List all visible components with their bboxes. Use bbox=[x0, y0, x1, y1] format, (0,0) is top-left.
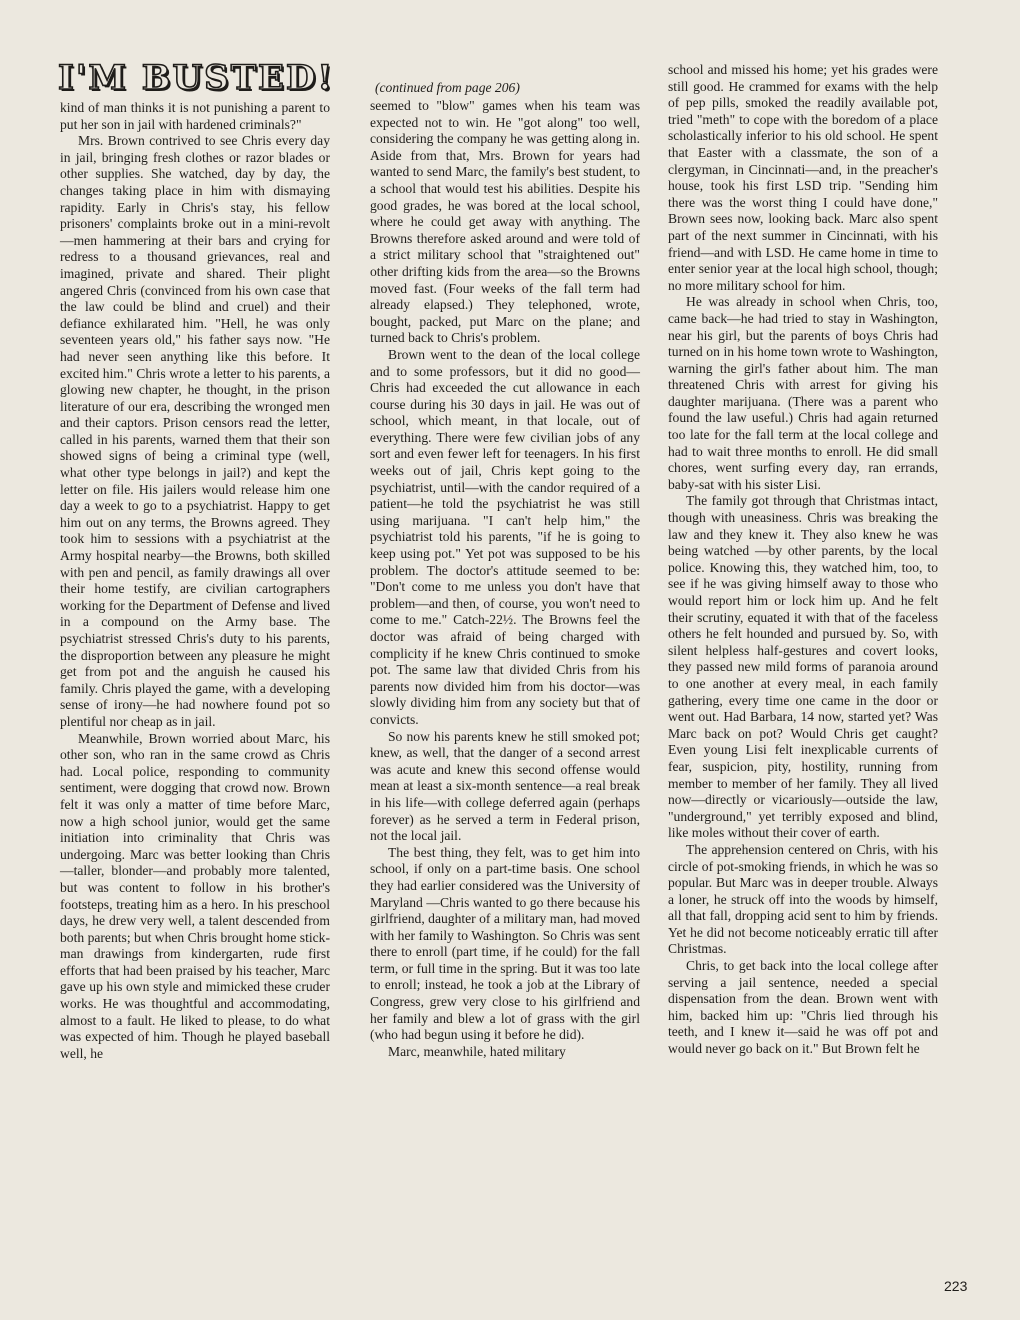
paragraph: He was already in school when Chris, too, came back—he had tried to stay in Washington, near his girl, but the parents of boys Chris had turned on in his home town wrote to Washington, warning the girl's father about him. The man threatened Chris with arrest for giving his daughter marijuana. (There was a parent who found the law useful.) Chris had again returned too late for the fall term at the local college and had to wait three months to enroll. He did small chores, went surfing every day, ran errands, baby-sat with his sister Lisi. bbox=[668, 294, 938, 492]
page-number: 223 bbox=[944, 1278, 968, 1294]
continued-note: (continued from page 206) bbox=[375, 80, 520, 95]
column-1 bbox=[60, 100, 330, 1062]
paragraph: kind of man thinks it is not punishing a parent to put her son in jail with hardened criminals?" bbox=[60, 100, 330, 132]
column-3 bbox=[668, 62, 938, 1058]
paragraph: The family got through that Christmas intact, though with uneasiness. Chris was breaking the law and they knew it. They also knew he was being watched —by other parents, by the local police. Knowing this, they watched him, too, to see if he was giving himself away to those who would report him or lock him up. And he felt their scrutiny, equated it with that of the faceless others he felt hounded and pursued by. So, with silent helpless half-gestures and covert looks, they passed new mild forms of paranoia around to one another at every meal, in each family gathering, every time one came in the door or went out. Had Barbara, 14 now, started yet? Was Marc back on pot? Would Chris get caught? Even young Lisi felt inexplicable currents of fear, suspicion, pity, hostility, running from member to member of her family. They all lived now—directly or vicariously—outside the law, "underground," yet terribly exposed and blind, like moles without their cover of earth. bbox=[668, 493, 938, 841]
paragraph: seemed to "blow" games when his team was expected not to win. He "got along" too well, considering the company he was getting along in. Aside from that, Mrs. Brown for years had wanted to send Marc, the family's best student, to a school that would test his abilities. Despite his good grades, he was bored at the local school, where he could get away with anything. The Browns therefore asked around and were told of a strict military school that "straightened out" other drifting kids from the area—so the Browns moved fast. (Four weeks of the fall term had already elapsed.) They telephoned, wrote, bought, packed, put Marc on the plane; and turned back to Chris's problem. bbox=[370, 98, 640, 346]
paragraph: Brown went to the dean of the local college and to some professors, but it did no good—Chris had exceeded the cut allowance in each course during his 30 days in jail. He was out of school, which meant, in that locale, out of everything. There were few civilian jobs of any sort and even fewer left for teenagers. In his first weeks out of jail, Chris kept going to the psychiatrist, until—with the candor required of a patient—he told the psychiatrist he was still using marijuana. "I can't help him," the psychiatrist told his parents, "if he is going to keep using pot." Yet pot was supposed to be his problem. The doctor's attitude seemed to be: "Don't come to me unless you don't have that problem—and then, of course, you won't need to come to me." Catch-22½. The Browns feel the doctor was afraid of being charged with complicity if he knew Chris continued to smoke pot. The same law that divided Chris from his parents now divided him from his doctor—was slowly dividing him from any society but that of convicts. bbox=[370, 346, 640, 727]
paragraph: Marc, meanwhile, hated military bbox=[388, 1043, 566, 1059]
paragraph: Chris, to get back into the local college after serving a jail sentence, needed a special dispensation from the dean. Brown went with him, backed him up: "Chris lied through his teeth, and I knew it—said he was off pot and would never go back on it." But Brown felt he bbox=[668, 958, 938, 1057]
paragraph: Meanwhile, Brown worried about Marc, his other son, who ran in the same crowd as Chris had. Local police, responding to community sentiment, were dogging that crowd now. Brown felt it was only a matter of time before Marc, now a high school junior, would get the same initiation into criminality that Chris was undergoing. Marc was better looking than Chris—taller, blonder—and probably more talented, but was content to follow in his brother's footsteps, treating him as a hero. In his preschool days, he drew very well, a talent descended from both parents; but when Chris brought home stick-man drawings from kindergarten, rude first efforts that had been praised by his teacher, Marc gave up his own style and mimicked these cruder works. He was thoughtful and accommodating, almost to a fault. He liked to please, to do what was expected of him. Though he played baseball well, he bbox=[60, 730, 330, 1061]
paragraph: The best thing, they felt, was to get him into school, if only on a part-time basis. One school they had earlier considered was the University of Maryland —Chris wanted to go there because his girlfriend, daughter of a military man, had moved with her family to Washington. So Chris was sent there to enroll (part time, if he could) for the fall term, or full time in the spring. But it was too late to enroll; instead, he took a job at the Library of Congress, grew very close to his girlfriend and her family and blew a lot of grass with the girl (who had begun using it before he did). bbox=[370, 844, 640, 1043]
paragraph: The apprehension centered on Chris, with his circle of pot-smoking friends, in which he was so popular. But Marc was in deeper trouble. Always a loner, he struck off into the woods by himself, all that fall, dropping acid sent to him by friends. Yet he did not become noticeably erratic till after Christmas. bbox=[668, 841, 938, 957]
headline: I'M BUSTED! bbox=[58, 58, 335, 98]
paragraph: So now his parents knew he still smoked pot; knew, as well, that the danger of a second arrest was acute and knew this second offense would mean at least a six-month sentence—a real break in his life—with college deferred again (perhaps forever) as he served a term in Federal prison, not the local jail. bbox=[370, 728, 640, 844]
column-2 bbox=[370, 98, 640, 1060]
paragraph: Mrs. Brown contrived to see Chris every day in jail, bringing fresh clothes or razor blades or other supplies. She watched, day by day, the changes taking place in him with dismaying rapidity. Early in Chris's stay, his fellow prisoners' complaints broke out in a mini-revolt—men hammering at their bars and crying for redress to a thousand grievances, real and imagined, private and shared. Their plight angered Chris (convinced from his own case that the law could be blind and cruel) and their defiance exhilarated him. "Hell, he was only seventeen years old," his father says now. "He had never seen anything like this before. It excited him." Chris wrote a letter to his parents, a glowing new chapter, he thought, in the prison literature of our era, describing the wronged men and their captors. Prison censors read the letter, called in his parents, warned them that their son showed signs of being a criminal type (well, what other type belongs in jail?) and kept the letter on file. His jailers would release him one day a week to go to a psychiatrist. Happy to get him out on any terms, the Browns agreed. They took him to sessions with a psychiatrist at the Army hospital nearby—the Browns, both skilled with pen and pencil, as family drawings all over their home testify, are civilian cartographers working for the Department of Defense and lived in a compound on the Army base. The psychiatrist stressed Chris's duty to his parents, the disproportion between any pleasure he might get from pot and the anguish he caused his family. Chris played the game, with a developing sense of irony—he had nowhere found pot so plentiful nor cheap as in jail. bbox=[60, 133, 330, 729]
paragraph: school and missed his home; yet his grades were still good. He crammed for exams with the help of pep pills, smoked the readily available pot, tried "meth" to cope with the boredom of a place scholastically inferior to his old school. He spent that Easter with a classmate, the son of a clergyman, in Cincinnati—and, in the preacher's house, took his first LSD trip. "Sending him there was the worst thing I could have done," Brown sees now, looking back. Marc also spent part of the next summer in Cincinnati, with his friend—and with LSD. He came home in time to enter senior year at the local high school, though; no more military school for him. bbox=[668, 62, 938, 293]
